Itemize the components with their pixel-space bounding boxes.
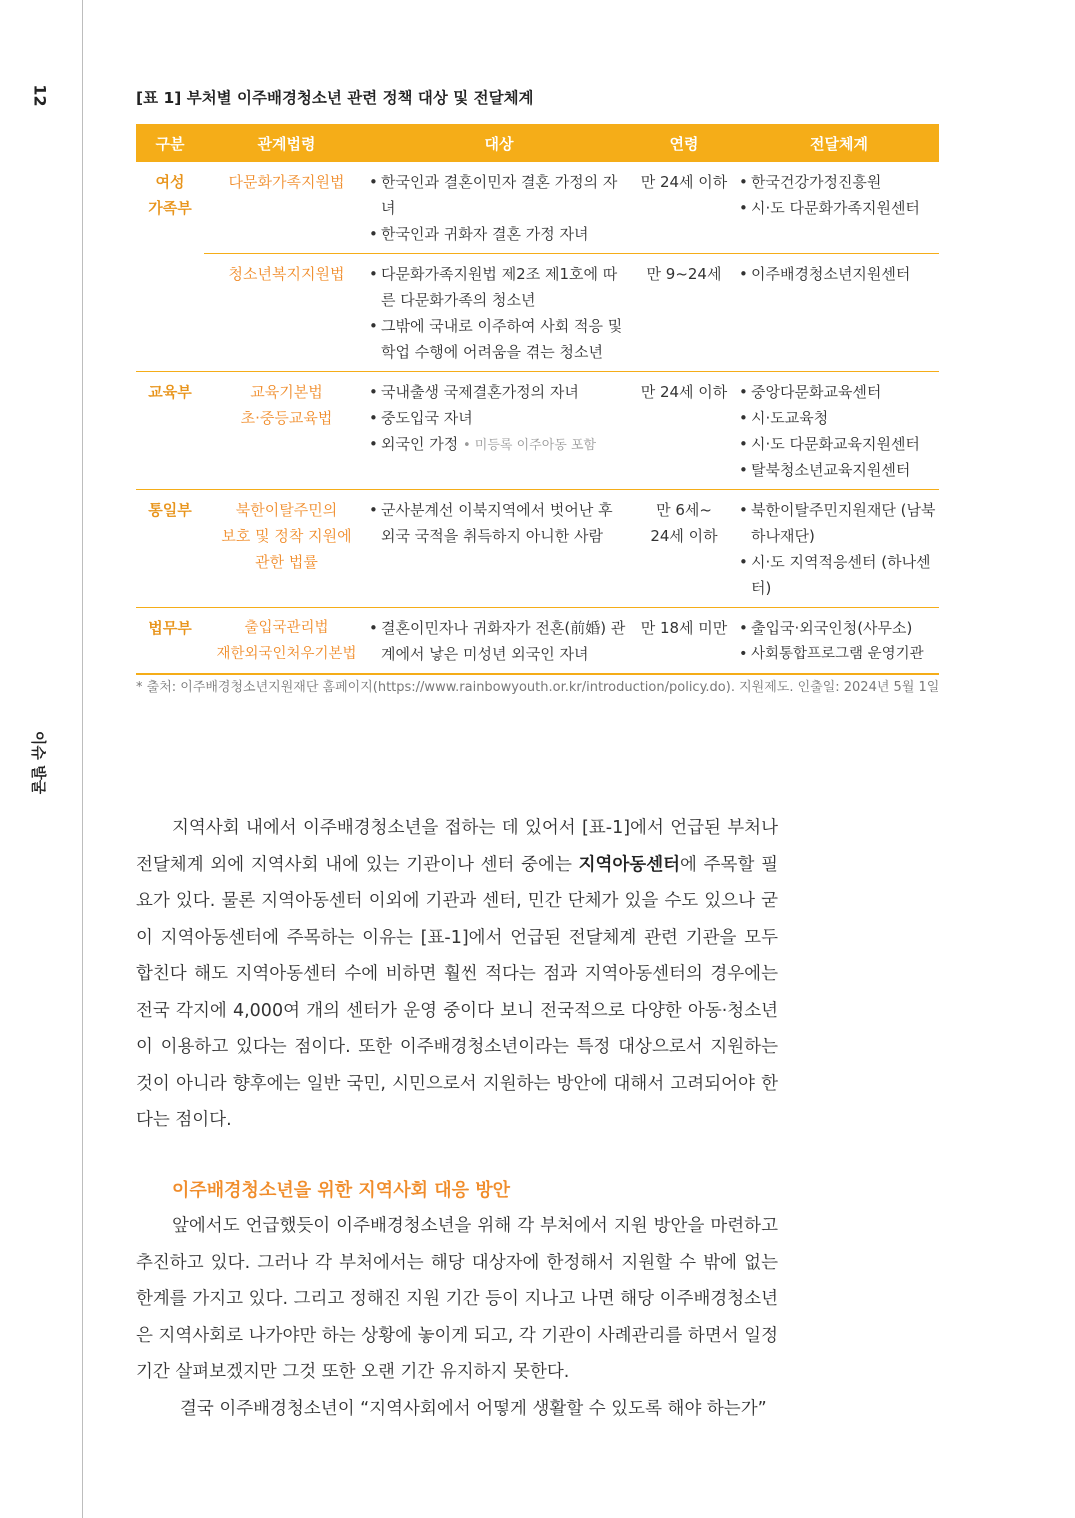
- delivery-item: • 사회통합프로그램 운영기관: [739, 641, 939, 667]
- dept-cell: [136, 162, 204, 372]
- target-cell: [369, 490, 629, 608]
- target-item: • 한국인과 귀화자 결혼 가정 자녀: [369, 221, 629, 247]
- table-row: [136, 162, 939, 254]
- margin-divider: [82, 0, 83, 1518]
- table-row: [136, 608, 939, 675]
- age-cell: 만 24세 이하: [640, 173, 728, 191]
- delivery-item: • 시·도교육청: [739, 405, 939, 431]
- body-paragraph-1: [136, 810, 778, 1139]
- target-item: • 중도입국 자녀: [369, 405, 629, 431]
- age-cell: 만 18세 미만: [629, 608, 739, 675]
- header-delivery: 전달체계: [739, 124, 939, 162]
- table-row: [136, 372, 939, 490]
- section-title: 이주배경청소년을 위한 지역사회 대응 방안: [172, 1180, 511, 1201]
- table-row: [136, 254, 939, 372]
- target-item: • 국내출생 국제결혼가정의 자녀: [369, 379, 629, 405]
- age-cell: 만 24세 이하: [629, 372, 739, 490]
- delivery-item: • 한국건강가정진흥원: [739, 169, 939, 195]
- delivery-cell: [739, 162, 939, 254]
- header-law: 관계법령: [204, 124, 369, 162]
- table-header-row: [136, 124, 939, 162]
- target-note: • 미등록 이주아동 포함: [463, 438, 597, 453]
- delivery-item: • 시·도 다문화교육지원센터: [739, 431, 939, 457]
- table-row: [136, 490, 939, 608]
- page-number: 12: [30, 84, 50, 107]
- section-side-label: 이슈 발굴: [29, 730, 48, 795]
- delivery-item: • 탈북청소년교육지원센터: [739, 457, 939, 483]
- delivery-item: • 중앙다문화교육센터: [739, 379, 939, 405]
- delivery-item: • 이주배경청소년지원센터: [739, 261, 939, 287]
- dept-cell: 교육부: [136, 372, 204, 490]
- paragraph-text: 에 주목할 필요가 있다. 물론 지역아동센터 이외에 기관과 센터, 민간 단체가 있을 수도 있으나 굳이 지역아동센터에 주목하는 이유는 [표-1]에서 언급된 전달체계 관련 기관을 모두 합친다 해도 지역아동센터 수에 비하면 훨씬 적다는 점과 지역아동센터의 경우에는 전국 각지에 4,000여 개의 센터가 운영 중이다 보니 전국적으로 다양한 아동·청소년이 이용하고 있다는 점이다. 또한 이주배경청소년이라는 특정 대상으로서 지원하는 것이 아니라 향후에는 일반 국민, 시민으로서 지원하는 방안에 대해서 고려되어야 한다는 점이다.: [136, 854, 778, 1130]
- dept-cell: 법무부: [136, 608, 204, 675]
- header-target: 대상: [369, 124, 629, 162]
- delivery-cell: [739, 608, 939, 675]
- paragraph-text: 앞에서도 언급했듯이 이주배경청소년을 위해 각 부처에서 지원 방안을 마련하고 추진하고 있다. 그러나 각 부처에서는 해당 대상자에 한정해서 지원할 수 밖에 없는 한계를 가지고 있다. 그리고 정해진 지원 기간 등이 지나고 나면 해당 이주배경청소년은 지역사회로 나가야만 하는 상황에 놓이게 되고, 각 기관이 사례관리를 하면서 일정 기간 살펴보겠지만 그것 또한 오랜 기간 유지하지 못한다.: [136, 1216, 778, 1382]
- target-item: • 결혼이민자나 귀화자가 전혼(前婚) 관계에서 낳은 미성년 외국인 자녀: [369, 615, 629, 667]
- header-age: 연령: [629, 124, 739, 162]
- target-cell: [369, 162, 629, 254]
- law-cell: 교육기본법 초·중등교육법: [204, 372, 369, 490]
- body-paragraph-2: [136, 1208, 778, 1391]
- dept-cell: 통일부: [136, 490, 204, 608]
- target-item: • 그밖에 국내로 이주하여 사회 적응 및 학업 수행에 어려움을 겪는 청소년: [369, 313, 629, 365]
- delivery-item: • 출입국·외국인청(사무소): [739, 615, 939, 641]
- delivery-item: • 북한이탈주민지원재단 (남북하나재단): [739, 497, 939, 549]
- law-cell: 북한이탈주민의 보호 및 정착 지원에 관한 법률: [204, 490, 369, 608]
- law-cell: 출입국관리법 재한외국인처우기본법: [204, 608, 369, 675]
- header-dept: 구분: [136, 124, 204, 162]
- delivery-cell: [739, 490, 939, 608]
- age-cell: 만 9~24세: [629, 254, 739, 372]
- target-item: [369, 431, 629, 459]
- table-source-note: * 출처: 이주배경청소년지원재단 홈페이지(https://www.rainbowyouth.or.kr/introduction/policy.do). 지원제도. 인출일: 2024년 5월 1일: [136, 680, 940, 695]
- target-item: • 한국인과 결혼이민자 결혼 가정의 자녀: [369, 169, 629, 221]
- paragraph-text: 지역사회 내에서 이주배경청소년을 접하는 데 있어서 [표-1]에서 언급된 부처나 전달체계 외에 지역사회 내에 있는 기관이나 센터 중에는: [136, 818, 778, 875]
- delivery-item: • 시·도 지역적응센터 (하나센터): [739, 549, 939, 601]
- highlight-text: 지역아동센터: [578, 854, 681, 875]
- dept-name: 여성 가족부: [148, 173, 192, 217]
- target-cell: [369, 372, 629, 490]
- body-paragraph-3: 결국 이주배경청소년이 “지역사회에서 어떻게 생활할 수 있도록 해야 하는가”: [180, 1399, 767, 1419]
- age-cell: 만 6세~ 24세 이하: [629, 490, 739, 608]
- law-cell: 다문화가족지원법: [228, 173, 345, 191]
- delivery-cell: [739, 254, 939, 372]
- target-cell: [369, 254, 629, 372]
- delivery-item: • 시·도 다문화가족지원센터: [739, 195, 939, 221]
- law-cell: 청소년복지지원법: [204, 254, 369, 372]
- target-text: 외국인 가정: [381, 435, 459, 453]
- policy-table: [136, 124, 939, 675]
- delivery-cell: [739, 372, 939, 490]
- target-cell: [369, 608, 629, 675]
- table-caption: [표 1] 부처별 이주배경청소년 관련 정책 대상 및 전달체계: [136, 89, 534, 107]
- target-item: • 군사분계선 이북지역에서 벗어난 후 외국 국적을 취득하지 아니한 사람: [369, 497, 629, 549]
- target-item: • 다문화가족지원법 제2조 제1호에 따른 다문화가족의 청소년: [369, 261, 629, 313]
